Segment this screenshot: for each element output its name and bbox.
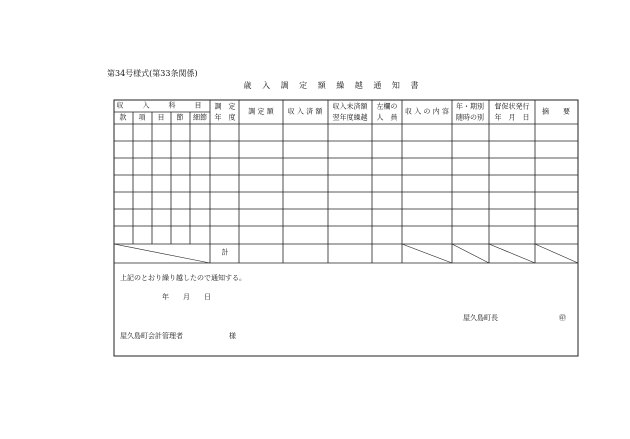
header-revenue-content: 収 入 の 内 容 bbox=[405, 107, 449, 116]
honorific: 様 bbox=[229, 332, 236, 340]
header-period-line1: 年・期別 bbox=[456, 102, 484, 111]
header-setsu: 節 bbox=[176, 113, 184, 122]
header-fiscal-year-line1: 調 定 bbox=[214, 102, 236, 111]
header-saisetsu: 細節 bbox=[193, 113, 207, 122]
form-number: 第34号様式(第33条関係) bbox=[107, 69, 198, 78]
recipient: 屋久島町会計管理者 bbox=[120, 332, 183, 340]
document-title: 歳 入 調 定 額 繰 越 通 知 書 bbox=[243, 81, 423, 90]
header-notice-date-line2: 年 月 日 bbox=[494, 113, 530, 122]
header-remarks: 摘 要 bbox=[542, 107, 570, 116]
date-line: 年 月 日 bbox=[162, 293, 211, 301]
header-unreceived-line1: 収入未済額 bbox=[332, 102, 368, 111]
header-received-amount: 収 入 済 額 bbox=[287, 107, 323, 116]
header-unreceived-line2: 翌年度繰越 bbox=[332, 113, 368, 122]
header-assessed-amount: 調 定 額 bbox=[248, 107, 274, 116]
carryover-statement: 上記のとおり繰り越したので通知する。 bbox=[120, 274, 246, 282]
header-moku: 目 bbox=[157, 113, 165, 122]
header-revenue-items: 収 入 科 目 bbox=[116, 101, 208, 110]
header-fiscal-year-line2: 年 度 bbox=[214, 113, 236, 122]
header-kou: 項 bbox=[138, 113, 146, 122]
header-persons-line1: 左欄の bbox=[376, 102, 398, 111]
header-kan: 款 bbox=[119, 113, 127, 122]
header-period-line2: 随時の別 bbox=[456, 113, 484, 122]
seal-mark: ㊞ bbox=[559, 314, 566, 322]
header-notice-date-line1: 督促状発行 bbox=[494, 102, 530, 111]
sender-title: 屋久島町長 bbox=[463, 314, 498, 322]
header-persons-line2: 人 員 bbox=[376, 113, 398, 122]
total-label: 計 bbox=[221, 248, 229, 257]
